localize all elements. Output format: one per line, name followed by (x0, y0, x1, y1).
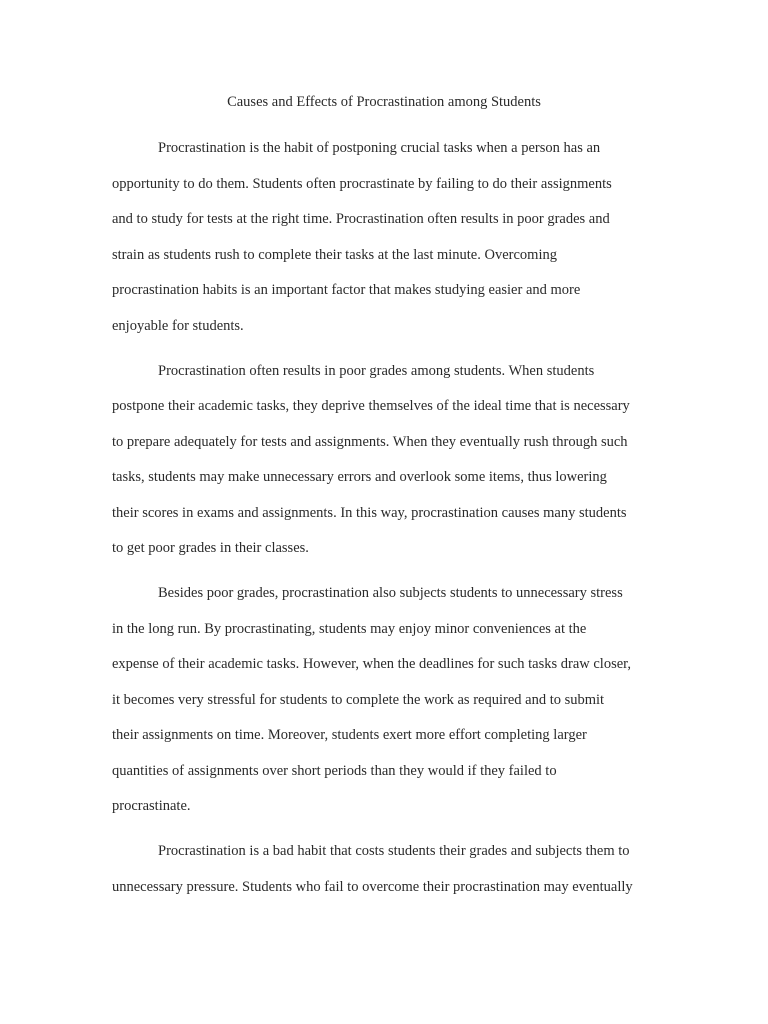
paragraph (112, 138, 672, 351)
paragraph-line: procrastination habits is an important factor that makes studying easier and more (112, 282, 581, 298)
document-body (112, 138, 672, 922)
paragraph-line: Procrastination is the habit of postponing crucial tasks when a person has an (158, 140, 601, 156)
paragraph-line: opportunity to do them. Students often procrastinate by failing to do their assignments (112, 175, 612, 192)
paragraph-line: and to study for tests at the right time. Procrastination often results in poor grades and (112, 211, 610, 227)
paragraph (112, 583, 672, 832)
paragraph-line: enjoyable for students. (112, 317, 244, 334)
paragraph-line: quantities of assignments over short periods than they would if they failed to (112, 762, 557, 779)
paragraph-line: it becomes very stressful for students to complete the work as required and to submit (112, 691, 605, 708)
paragraph-line: to prepare adequately for tests and assignments. When they eventually rush through such (112, 433, 628, 450)
paragraph-line: strain as students rush to complete their tasks at the last minute. Overcoming (112, 246, 557, 263)
document-title: Causes and Effects of Procrastination among Students (227, 94, 541, 110)
paragraph-line: procrastinate. (112, 798, 191, 814)
paragraph-line: Procrastination often results in poor grades among students. When students (158, 362, 595, 379)
paragraph-line: expense of their academic tasks. However, when the deadlines for such tasks draw closer, (112, 656, 632, 672)
paragraph (112, 841, 672, 912)
paragraph (112, 361, 672, 574)
paragraph-line: postpone their academic tasks, they deprive themselves of the ideal time that is necessary (112, 398, 630, 414)
paragraph-line: Procrastination is a bad habit that costs students their grades and subjects them to (158, 843, 630, 859)
paragraph-line: Besides poor grades, procrastination also subjects students to unnecessary stress (158, 585, 623, 601)
paragraph-line: in the long run. By procrastinating, students may enjoy minor conveniences at the (112, 620, 587, 637)
paragraph-line: tasks, students may make unnecessary errors and overlook some items, thus lowering (112, 469, 607, 485)
paragraph-line: their assignments on time. Moreover, students exert more effort completing larger (112, 727, 587, 743)
paragraph-line: to get poor grades in their classes. (112, 540, 309, 556)
paragraph-line: unnecessary pressure. Students who fail to overcome their procrastination may eventually (112, 878, 633, 895)
paragraph-line: their scores in exams and assignments. In this way, procrastination causes many students (112, 504, 627, 521)
